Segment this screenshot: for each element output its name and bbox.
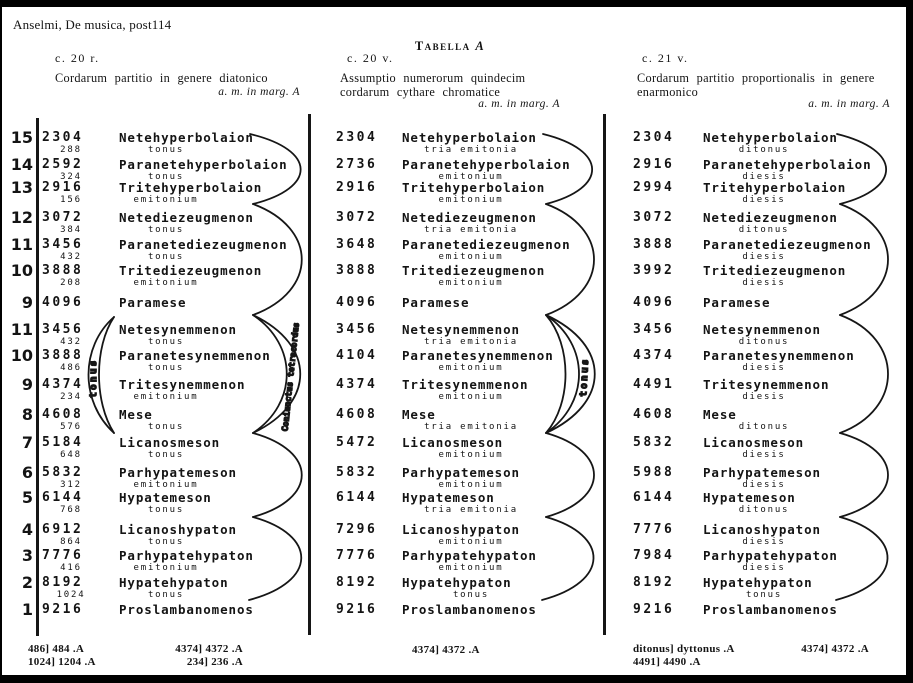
row-interval: tonus <box>147 590 185 600</box>
row-string-value: 3888 <box>42 263 84 278</box>
row-margin-number: 2 <box>21 573 33 592</box>
row-difference: 208 <box>60 278 82 288</box>
row-string-value: 4608 <box>42 407 84 422</box>
paren-col1-tonus-label: tonus <box>89 358 99 398</box>
row-string-name: Parhypatehypaton <box>402 548 537 563</box>
row-difference: 432 <box>60 337 82 347</box>
row-interval: ditonus <box>738 337 790 347</box>
row-margin-number: 13 <box>10 178 33 197</box>
row-interval: ditonus <box>738 225 790 235</box>
row-string-name: Tritesynemmenon <box>402 377 529 392</box>
row-string-value: 3888 <box>336 263 378 278</box>
row-string-value: 6144 <box>633 490 675 505</box>
row-string-value: 3456 <box>633 322 675 337</box>
row-interval: ditonus <box>738 422 790 432</box>
row-margin-number: 1 <box>21 600 33 619</box>
row-string-name: Netesynemmenon <box>119 322 237 337</box>
row-difference: 416 <box>60 563 82 573</box>
row-string-name: Tritediezeugmenon <box>119 263 263 278</box>
row-string-value: 4374 <box>336 377 378 392</box>
row-difference: 576 <box>60 422 82 432</box>
table-title-letter: A <box>475 39 486 53</box>
row-string-value: 2916 <box>336 180 378 195</box>
row-margin-number: 10 <box>10 346 33 365</box>
row-difference: 384 <box>60 225 82 235</box>
folio-col3: c. 21 v. <box>642 51 689 65</box>
row-string-name: Mese <box>119 407 153 422</box>
row-interval: ditonus <box>738 145 790 155</box>
row-margin-number: 15 <box>10 128 33 147</box>
row-interval: emitonium <box>133 480 199 490</box>
row-string-name: Paranetediezeugmenon <box>119 237 288 252</box>
row-interval: tria emitonia <box>424 337 518 347</box>
row-string-name: Paranetesynemmenon <box>703 348 855 363</box>
row-string-name: Hypatehypaton <box>402 575 512 590</box>
row-string-name: Netesynemmenon <box>703 322 821 337</box>
row-string-name: Netehyperbolaion <box>703 130 838 145</box>
caption-col3-line2: enarmonico <box>637 85 699 99</box>
row-string-name: Netediezeugmenon <box>402 210 537 225</box>
row-string-name: Licanosmeson <box>402 435 504 450</box>
row-interval: emitonium <box>438 278 504 288</box>
row-interval: tonus <box>147 225 185 235</box>
footnote-line <box>633 656 869 669</box>
row-interval: emitonium <box>133 563 199 573</box>
row-string-value: 4491 <box>633 377 675 392</box>
band-col2-tonus-label: tonus <box>578 356 592 397</box>
row-string-value: 5832 <box>42 465 84 480</box>
row-string-name: Licanosmeson <box>119 435 221 450</box>
row-margin-number: 9 <box>21 375 33 394</box>
row-string-value: 3648 <box>336 237 378 252</box>
row-string-value: 5472 <box>336 435 378 450</box>
row-interval: diesis <box>742 195 786 205</box>
row-string-value: 8192 <box>336 575 378 590</box>
row-string-value: 9216 <box>42 602 84 617</box>
row-string-value: 4104 <box>336 348 378 363</box>
row-string-name: Paranetehyperbolaion <box>119 157 288 172</box>
row-interval: tonus <box>452 590 490 600</box>
row-margin-number: 5 <box>21 488 33 507</box>
row-difference: 324 <box>60 172 82 182</box>
row-string-value: 7984 <box>633 548 675 563</box>
row-string-name: Paramese <box>119 295 187 310</box>
footnote-entry: 4374] 4372 .A <box>175 643 243 655</box>
row-interval: diesis <box>742 252 786 262</box>
footnote-line <box>28 643 243 656</box>
row-string-value: 2736 <box>336 157 378 172</box>
footnote-line <box>28 656 243 669</box>
row-string-name: Licanoshypaton <box>119 522 237 537</box>
row-string-name: Mese <box>703 407 737 422</box>
row-interval: tria emitonia <box>424 145 518 155</box>
row-string-value: 4374 <box>633 348 675 363</box>
row-string-name: Tritehyperbolaion <box>703 180 847 195</box>
row-string-value: 6912 <box>42 522 84 537</box>
row-string-value: 3992 <box>633 263 675 278</box>
row-string-name: Licanoshypaton <box>402 522 520 537</box>
row-interval: tonus <box>147 337 185 347</box>
row-string-name: Tritesynemmenon <box>119 377 246 392</box>
row-interval: emitonium <box>438 480 504 490</box>
row-string-value: 6144 <box>336 490 378 505</box>
row-interval: emitonium <box>438 537 504 547</box>
row-string-value: 4096 <box>633 295 675 310</box>
row-string-value: 2304 <box>42 130 84 145</box>
row-string-value: 2592 <box>42 157 84 172</box>
row-interval: emitonium <box>438 363 504 373</box>
row-interval: diesis <box>742 537 786 547</box>
row-string-name: Hypatehypaton <box>703 575 813 590</box>
row-margin-number: 3 <box>21 546 33 565</box>
row-string-value: 5832 <box>633 435 675 450</box>
row-string-name: Paranetehyperbolaion <box>703 157 872 172</box>
row-interval: emitonium <box>438 252 504 262</box>
row-string-name: Parhypatehypaton <box>703 548 838 563</box>
row-string-value: 3888 <box>633 237 675 252</box>
row-interval: diesis <box>742 172 786 182</box>
row-interval: emitonium <box>133 195 199 205</box>
row-interval: diesis <box>742 563 786 573</box>
caption-col2-line1: Assumptio numerorum quindecim <box>340 71 526 85</box>
row-interval: tonus <box>147 537 185 547</box>
row-string-name: Netediezeugmenon <box>119 210 254 225</box>
row-string-value: 3456 <box>336 322 378 337</box>
row-string-value: 5988 <box>633 465 675 480</box>
row-string-name: Tritehyperbolaion <box>119 180 263 195</box>
row-interval: tonus <box>147 145 185 155</box>
row-string-name: Netehyperbolaion <box>119 130 254 145</box>
row-string-value: 3072 <box>336 210 378 225</box>
row-string-name: Proslambanomenos <box>703 602 838 617</box>
row-interval: tonus <box>147 252 185 262</box>
row-string-name: Netediezeugmenon <box>703 210 838 225</box>
row-string-value: 3072 <box>633 210 675 225</box>
footnotes-col3 <box>633 643 869 669</box>
marginal-col3: a. m. in marg. A <box>808 98 890 110</box>
footnote-entry: 4374] 4372 .A <box>801 643 869 655</box>
row-string-name: Paranetesynemmenon <box>402 348 554 363</box>
row-string-value: 4608 <box>336 407 378 422</box>
footnote-entry: 4374] 4372 .A <box>412 644 480 656</box>
row-string-value: 5832 <box>336 465 378 480</box>
footnote-entry: 486] 484 .A <box>28 643 85 655</box>
row-string-name: Proslambanomenos <box>119 602 254 617</box>
row-interval: emitonium <box>438 563 504 573</box>
caption-col2-line2: cordarum cythare chromatice <box>340 85 501 99</box>
row-interval: tonus <box>745 590 783 600</box>
footnotes-col2 <box>412 644 532 657</box>
row-string-value: 2994 <box>633 180 675 195</box>
row-string-name: Paranetehyperbolaion <box>402 157 571 172</box>
row-string-name: Proslambanomenos <box>402 602 537 617</box>
row-string-value: 2304 <box>336 130 378 145</box>
footnote-entry: 1024] 1204 .A <box>28 656 96 668</box>
row-margin-number: 14 <box>10 155 33 174</box>
row-interval: emitonium <box>438 450 504 460</box>
row-string-value: 7296 <box>336 522 378 537</box>
row-string-value: 7776 <box>42 548 84 563</box>
row-margin-number: 11 <box>10 320 33 339</box>
row-string-value: 9216 <box>336 602 378 617</box>
row-string-name: Parhypatehypaton <box>119 548 254 563</box>
row-string-name: Tritediezeugmenon <box>703 263 847 278</box>
row-difference: 768 <box>60 505 82 515</box>
row-string-value: 8192 <box>633 575 675 590</box>
row-string-value: 4374 <box>42 377 84 392</box>
footnote-line <box>633 643 869 656</box>
row-margin-number: 12 <box>10 208 33 227</box>
row-string-name: Tritediezeugmenon <box>402 263 546 278</box>
footnotes-col1 <box>28 643 243 669</box>
row-interval: tonus <box>147 422 185 432</box>
row-string-value: 2916 <box>633 157 675 172</box>
footnote-entry: 4491] 4490 .A <box>633 656 701 668</box>
row-margin-number: 9 <box>21 293 33 312</box>
caption-col1: Cordarum partitio in genere diatonico <box>55 71 268 85</box>
row-string-name: Netehyperbolaion <box>402 130 537 145</box>
caption-col3-line1: Cordarum partitio proportionalis in genere <box>637 71 875 85</box>
footnote-entry: 234] 236 .A <box>186 656 243 668</box>
row-string-value: 9216 <box>633 602 675 617</box>
row-interval: ditonus <box>738 505 790 515</box>
row-difference: 432 <box>60 252 82 262</box>
row-string-name: Paramese <box>703 295 771 310</box>
row-margin-number: 7 <box>21 433 33 452</box>
row-string-name: Hypatemeson <box>402 490 495 505</box>
row-string-value: 2304 <box>633 130 675 145</box>
row-difference: 486 <box>60 363 82 373</box>
row-string-value: 2916 <box>42 180 84 195</box>
row-string-name: Hypatemeson <box>703 490 796 505</box>
row-string-value: 3888 <box>42 348 84 363</box>
row-interval: diesis <box>742 363 786 373</box>
row-string-name: Licanoshypaton <box>703 522 821 537</box>
row-string-name: Paranetesynemmenon <box>119 348 271 363</box>
row-difference: 288 <box>60 145 82 155</box>
row-string-value: 5184 <box>42 435 84 450</box>
row-string-value: 8192 <box>42 575 84 590</box>
folio-col2: c. 20 v. <box>347 51 394 65</box>
row-string-value: 3072 <box>42 210 84 225</box>
row-difference: 234 <box>60 392 82 402</box>
row-interval: tria emitonia <box>424 505 518 515</box>
row-string-value: 4096 <box>336 295 378 310</box>
footnote-line <box>412 644 532 657</box>
row-interval: tonus <box>147 505 185 515</box>
row-string-value: 7776 <box>633 522 675 537</box>
marginal-col1: a. m. in marg. A <box>218 86 300 98</box>
row-string-name: Parhypatemeson <box>119 465 237 480</box>
row-interval: emitonium <box>133 278 199 288</box>
row-string-value: 4608 <box>633 407 675 422</box>
row-interval: emitonium <box>438 392 504 402</box>
row-string-value: 3456 <box>42 322 84 337</box>
row-margin-number: 6 <box>21 463 33 482</box>
row-interval: emitonium <box>438 172 504 182</box>
row-margin-number: 4 <box>21 520 33 539</box>
row-interval: diesis <box>742 392 786 402</box>
row-string-name: Licanosmeson <box>703 435 805 450</box>
row-interval: emitonium <box>438 195 504 205</box>
row-string-value: 4096 <box>42 295 84 310</box>
row-interval: tonus <box>147 363 185 373</box>
table-title-main: Tabella <box>414 39 471 53</box>
row-string-name: Tritehyperbolaion <box>402 180 546 195</box>
row-string-name: Netesynemmenon <box>402 322 520 337</box>
footnote-entry: ditonus] dyttonus .A <box>633 643 735 655</box>
row-margin-number: 10 <box>10 261 33 280</box>
row-string-name: Parhypatemeson <box>703 465 821 480</box>
page-title: Anselmi, De musica, post114 <box>13 17 172 32</box>
row-interval: emitonium <box>133 392 199 402</box>
row-interval: tonus <box>147 172 185 182</box>
marginal-col2: a. m. in marg. A <box>478 98 560 110</box>
row-difference: 864 <box>60 537 82 547</box>
row-interval: diesis <box>742 278 786 288</box>
row-string-name: Paranetediezeugmenon <box>402 237 571 252</box>
row-difference: 156 <box>60 195 82 205</box>
row-interval: diesis <box>742 480 786 490</box>
row-string-name: Tritesynemmenon <box>703 377 830 392</box>
row-string-name: Hypatehypaton <box>119 575 229 590</box>
row-string-name: Hypatemeson <box>119 490 212 505</box>
band-col1-synemmenon-label: Coniunctus tetracordus <box>280 321 301 432</box>
row-string-name: Mese <box>402 407 436 422</box>
row-string-name: Paranetediezeugmenon <box>703 237 872 252</box>
row-difference: 1024 <box>56 590 86 600</box>
row-difference: 648 <box>60 450 82 460</box>
folio-col1: c. 20 r. <box>55 51 100 65</box>
row-interval: tria emitonia <box>424 225 518 235</box>
row-interval: diesis <box>742 450 786 460</box>
row-string-value: 3456 <box>42 237 84 252</box>
row-margin-number: 11 <box>10 235 33 254</box>
row-string-value: 6144 <box>42 490 84 505</box>
row-string-name: Paramese <box>402 295 470 310</box>
row-difference: 312 <box>60 480 82 490</box>
row-string-value: 7776 <box>336 548 378 563</box>
row-interval: tria emitonia <box>424 422 518 432</box>
row-interval: tonus <box>147 450 185 460</box>
row-string-name: Parhypatemeson <box>402 465 520 480</box>
row-margin-number: 8 <box>21 405 33 424</box>
